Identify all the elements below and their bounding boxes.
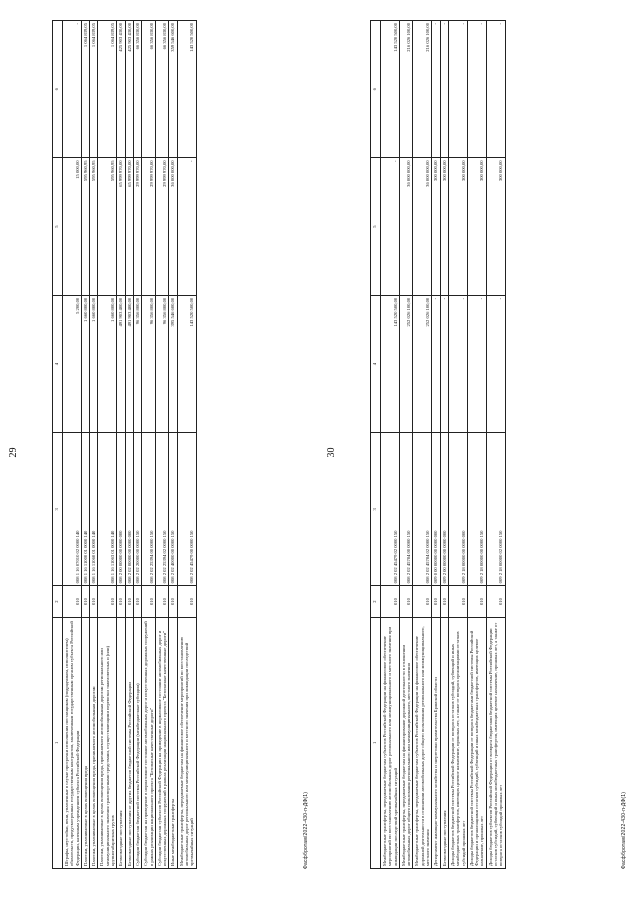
row-line-code-cell: 010 — [90, 586, 98, 617]
header-cell: 2 — [371, 586, 381, 617]
row-revenue-code-cell: 008 1 16 07010 02 0000 140 — [63, 433, 82, 586]
row-name-cell: Межбюджетные трансферты, передаваемые бюджетам на финансовое обеспечение мероприятий по восстановлению автомобильных дорог регионального или межмуниципального и местного значения при ликвидации последствий чрезвычайных ситуаций — [177, 617, 196, 868]
row-name-cell: Межбюджетные трансферты, передаваемые бюджетам субъектов Российской Федерации на финансовое обеспечение мероприятий по восстановлению автомобильных дорог регионального или межмуниципального и местного значения при ликвидации последствий чрезвычайных ситуаций — [381, 617, 400, 868]
row-unexecuted-value-cell: - — [440, 21, 448, 158]
header-cell: 4 — [53, 295, 63, 432]
table-row — [98, 21, 117, 869]
row-executed-value-cell: - — [381, 158, 400, 295]
row-revenue-code-cell: 009 2 18 00000 02 0000 150 — [486, 433, 505, 586]
row-approved-value-cell: 252 026 100,00 — [413, 295, 432, 432]
row-executed-value-cell: 36 000 000,00 — [413, 158, 432, 295]
row-revenue-code-cell: 009 2 18 00000 00 0000 150 — [467, 433, 486, 586]
row-revenue-code-cell: 008 2 00 00000 00 0000 000 — [117, 433, 125, 586]
row-unexecuted-value-cell: - — [486, 21, 505, 158]
page-number: 29 — [8, 447, 19, 458]
row-revenue-code-cell: 008 2 02 25394 00 0000 150 — [142, 433, 156, 586]
row-approved-value-cell: 143 520 500,00 — [177, 295, 196, 432]
row-executed-value-cell: 595 960,95 — [90, 158, 98, 295]
row-revenue-code-cell: 008 2 02 45784 02 0000 150 — [413, 433, 432, 586]
row-executed-value-cell: 29 999 970,00 — [133, 158, 141, 295]
row-name-cell: Субсидии бюджетам на приведение в нормативное состояние автомобильных дорог и искусственных дорожных сооружений в рамках реализации национального проекта "Безопасные качественные дороги" — [142, 617, 156, 868]
row-line-code-cell: 010 — [125, 586, 133, 617]
row-unexecuted-value-cell: 425 903 430,00 — [125, 21, 133, 158]
table-row — [432, 21, 440, 869]
row-name-cell: Субсидии бюджетам бюджетной системы Российской Федерации (межбюджетные субсидии) — [133, 617, 141, 868]
row-revenue-code-cell: 008 2 02 45479 02 0000 150 — [381, 433, 400, 586]
row-line-code-cell: 010 — [440, 586, 448, 617]
row-approved-value-cell: 1 660 800,00 — [98, 295, 117, 432]
row-name-cell: Межбюджетные трансферты, передаваемые бюджетам субъектов Российской Федерации на финансовое обеспечение дорожной деятельности в отношении автомобильных дорог общего пользования регионального или межмуниципального, местного значения — [413, 617, 432, 868]
row-approved-value-cell: 143 520 500,00 — [381, 295, 400, 432]
table-row — [117, 21, 125, 869]
row-executed-value-cell: 300 000,00 — [448, 158, 467, 295]
row-name-cell: Безвозмездные поступления — [117, 617, 125, 868]
row-line-code-cell: 010 — [399, 586, 413, 617]
row-executed-value-cell: 65 999 970,00 — [125, 158, 133, 295]
row-line-code-cell: 010 — [381, 586, 400, 617]
table-row — [90, 21, 98, 869]
table-row — [169, 21, 177, 869]
row-unexecuted-value-cell: 1 064 839,05 — [98, 21, 117, 158]
row-name-cell: Платежи, уплачиваемые в целях возмещения вреда, причиняемого автомобильным дорогам регионального или межмуниципального значения транспортными средствами, осуществляющими перевозки тяжеловесных и (или) крупногабаритных грузов — [98, 617, 117, 868]
row-unexecuted-value-cell: 425 903 430,00 — [117, 21, 125, 158]
header-cell: 6 — [371, 21, 381, 158]
page-number: 30 — [326, 447, 337, 458]
header-cell: 1 — [53, 617, 63, 868]
table-row — [81, 21, 89, 869]
row-executed-value-cell: 15 000,00 — [63, 158, 82, 295]
row-executed-value-cell: 300 000,00 — [486, 158, 505, 295]
row-revenue-code-cell: 008 2 02 40000 00 0000 150 — [169, 433, 177, 586]
row-unexecuted-value-cell: 216 026 100,00 — [413, 21, 432, 158]
row-executed-value-cell: 36 000 000,00 — [169, 158, 177, 295]
row-executed-value-cell: 29 999 970,00 — [155, 158, 169, 295]
row-name-cell: Доходы бюджетов бюджетной системы Российской Федерации от возврата бюджетами бюджетной системы Российской Федерации и организациями остатков субсидий, субвенций и иных межбюджетных трансфертов, имеющих целевое назначение, прошлых лет — [467, 617, 486, 868]
row-approved-value-cell: 1 660 800,00 — [81, 295, 89, 432]
row-line-code-cell: 010 — [117, 586, 125, 617]
row-unexecuted-value-cell: 66 356 830,00 — [155, 21, 169, 158]
table-body — [63, 21, 197, 869]
table-row — [177, 21, 196, 869]
row-unexecuted-value-cell: 143 520 500,00 — [177, 21, 196, 158]
row-line-code-cell: 010 — [133, 586, 141, 617]
header-cell: 4 — [371, 295, 381, 432]
row-revenue-code-cell: 008 2 02 45784 00 0000 150 — [399, 433, 413, 586]
row-revenue-code-cell: 008 1 16 11000 01 0000 140 — [81, 433, 89, 586]
row-unexecuted-value-cell: 359 546 600,00 — [169, 21, 177, 158]
row-approved-value-cell: 5 200,00 — [63, 295, 82, 432]
document-footer-code: Фасфбротам/2022-430-п-ДФ(1) — [303, 791, 309, 869]
table-row — [399, 21, 413, 869]
row-executed-value-cell: 65 999 970,00 — [117, 158, 125, 295]
header-row — [371, 21, 381, 869]
table-row — [63, 21, 82, 869]
row-executed-value-cell: 29 999 970,00 — [142, 158, 156, 295]
header-cell: 5 — [53, 158, 63, 295]
table-row — [448, 21, 467, 869]
row-approved-value-cell: 491 903 400,00 — [125, 295, 133, 432]
row-approved-value-cell: 1 660 800,00 — [90, 295, 98, 432]
row-unexecuted-value-cell: 1 064 839,05 — [90, 21, 98, 158]
row-line-code-cell: 010 — [155, 586, 169, 617]
row-unexecuted-value-cell: 66 356 830,00 — [142, 21, 156, 158]
revenue-table — [52, 20, 197, 869]
table-row — [133, 21, 141, 869]
row-unexecuted-value-cell: 66 356 830,00 — [133, 21, 141, 158]
row-revenue-code-cell: 009 2 00 00000 00 0000 000 — [440, 433, 448, 586]
header-cell: 6 — [53, 21, 63, 158]
row-approved-value-cell: 395 546 600,00 — [169, 295, 177, 432]
header-cell: 2 — [53, 586, 63, 617]
row-name-cell: Межбюджетные трансферты, передаваемые бюджетам на финансирование дорожной деятельности в отношении автомобильных дорог общего пользования регионального или межмуниципального, местного значения — [399, 617, 413, 868]
row-name-cell: Департамент жилищно-коммунального хозяйства и энергетики правительства Брянской области — [432, 617, 440, 868]
row-name-cell: Безвозмездные поступления от других бюджетов бюджетной системы Российской Федерации — [125, 617, 133, 868]
row-line-code-cell: 010 — [432, 586, 440, 617]
row-line-code-cell: 010 — [98, 586, 117, 617]
table-row — [486, 21, 505, 869]
row-approved-value-cell: 96 356 800,00 — [142, 295, 156, 432]
row-unexecuted-value-cell: - — [467, 21, 486, 158]
row-name-cell: Иные межбюджетные трансферты — [169, 617, 177, 868]
row-approved-value-cell: - — [448, 295, 467, 432]
row-unexecuted-value-cell: - — [63, 21, 82, 158]
row-name-cell: Штрафы, неустойки, пени, уплаченные в случае просрочки исполнения поставщиком (подрядчиком, исполнителем) обязательств, предусмотренных государственным контрактом, заключенным государственным органом субъекта Российской Федерации, казенным учреждением субъекта Российской Федерации — [63, 617, 82, 868]
table-body — [381, 21, 506, 869]
row-approved-value-cell: 491 903 400,00 — [117, 295, 125, 432]
header-cell: 1 — [371, 617, 381, 868]
row-unexecuted-value-cell: - — [432, 21, 440, 158]
row-line-code-cell: 010 — [177, 586, 196, 617]
row-line-code-cell: 010 — [413, 586, 432, 617]
row-approved-value-cell: 96 356 800,00 — [133, 295, 141, 432]
table-row — [440, 21, 448, 869]
row-name-cell: Субсидии бюджетам субъектов Российской Федерации на приведение в нормативное состояние автомобильных дорог и искусственных дорожных сооружений в рамках реализации национального проекта "Безопасные качественные дороги" — [155, 617, 169, 868]
row-line-code-cell: 010 — [486, 586, 505, 617]
row-revenue-code-cell: 008 1 16 11063 01 0000 140 — [98, 433, 117, 586]
row-name-cell: Безвозмездные поступления — [440, 617, 448, 868]
row-name-cell: Доходы бюджетов субъектов Российской Федерации от возврата бюджетами бюджетной системы Российской Федерации остатков субсидий, субвенций и иных межбюджетных трансфертов, имеющих целевое назначение, прошлых лет, а также от возврата остатков субсидий прошлых лет — [486, 617, 505, 868]
row-executed-value-cell: 595 960,95 — [81, 158, 89, 295]
row-line-code-cell: 010 — [467, 586, 486, 617]
row-revenue-code-cell: 009 2 18 00000 00 0000 000 — [448, 433, 467, 586]
table-row — [155, 21, 169, 869]
header-cell: 5 — [371, 158, 381, 295]
row-revenue-code-cell: 008 2 02 25394 02 0000 150 — [155, 433, 169, 586]
row-approved-value-cell: 96 356 800,00 — [155, 295, 169, 432]
row-revenue-code-cell: 008 2 02 45479 00 0000 150 — [177, 433, 196, 586]
row-line-code-cell: 010 — [81, 586, 89, 617]
row-approved-value-cell: - — [486, 295, 505, 432]
row-approved-value-cell: - — [432, 295, 440, 432]
row-line-code-cell: 010 — [448, 586, 467, 617]
table-row — [381, 21, 400, 869]
row-executed-value-cell: 300 000,00 — [467, 158, 486, 295]
row-executed-value-cell: 300 000,00 — [432, 158, 440, 295]
row-approved-value-cell: - — [440, 295, 448, 432]
row-approved-value-cell: 252 026 100,00 — [399, 295, 413, 432]
revenue-table — [370, 20, 506, 869]
row-unexecuted-value-cell: 143 520 500,00 — [381, 21, 400, 158]
row-line-code-cell: 010 — [63, 586, 82, 617]
row-line-code-cell: 010 — [169, 586, 177, 617]
row-revenue-code-cell: 008 1 16 11060 01 0000 140 — [90, 433, 98, 586]
table-row — [413, 21, 432, 869]
row-unexecuted-value-cell: 1 064 839,05 — [81, 21, 89, 158]
table-row — [467, 21, 486, 869]
header-cell: 3 — [371, 433, 381, 586]
row-unexecuted-value-cell: - — [448, 21, 467, 158]
row-unexecuted-value-cell: 216 026 100,00 — [399, 21, 413, 158]
table-row — [142, 21, 156, 869]
row-approved-value-cell: - — [467, 295, 486, 432]
row-line-code-cell: 010 — [142, 586, 156, 617]
row-name-cell: Платежи, уплачиваемые в целях возмещения вреда — [81, 617, 89, 868]
document-footer-code: Фасфбротам/2022-430-п-ДФ(1) — [621, 791, 627, 869]
table-row — [125, 21, 133, 869]
row-revenue-code-cell: 008 2 02 20000 00 0000 150 — [133, 433, 141, 586]
report-page-30 — [318, 0, 636, 905]
row-revenue-code-cell: 009 0 00 00000 00 0000 000 — [432, 433, 440, 586]
row-executed-value-cell: 595 960,95 — [98, 158, 117, 295]
row-name-cell: Платежи, уплачиваемые в целях возмещения вреда, причиняемого автомобильным дорогам — [90, 617, 98, 868]
header-cell: 3 — [53, 433, 63, 586]
row-revenue-code-cell: 008 2 02 00000 00 0000 000 — [125, 433, 133, 586]
row-name-cell: Доходы бюджетов бюджетной системы Российской Федерации от возврата остатков субсидий, субвенций и иных межбюджетных трансфертов, имеющих целевое назначение, прошлых лет, а также от возврата организациями остатков субсидий прошлых лет — [448, 617, 467, 868]
row-executed-value-cell: - — [177, 158, 196, 295]
row-executed-value-cell: 300 000,00 — [440, 158, 448, 295]
header-row — [53, 21, 63, 869]
row-executed-value-cell: 36 000 000,00 — [399, 158, 413, 295]
